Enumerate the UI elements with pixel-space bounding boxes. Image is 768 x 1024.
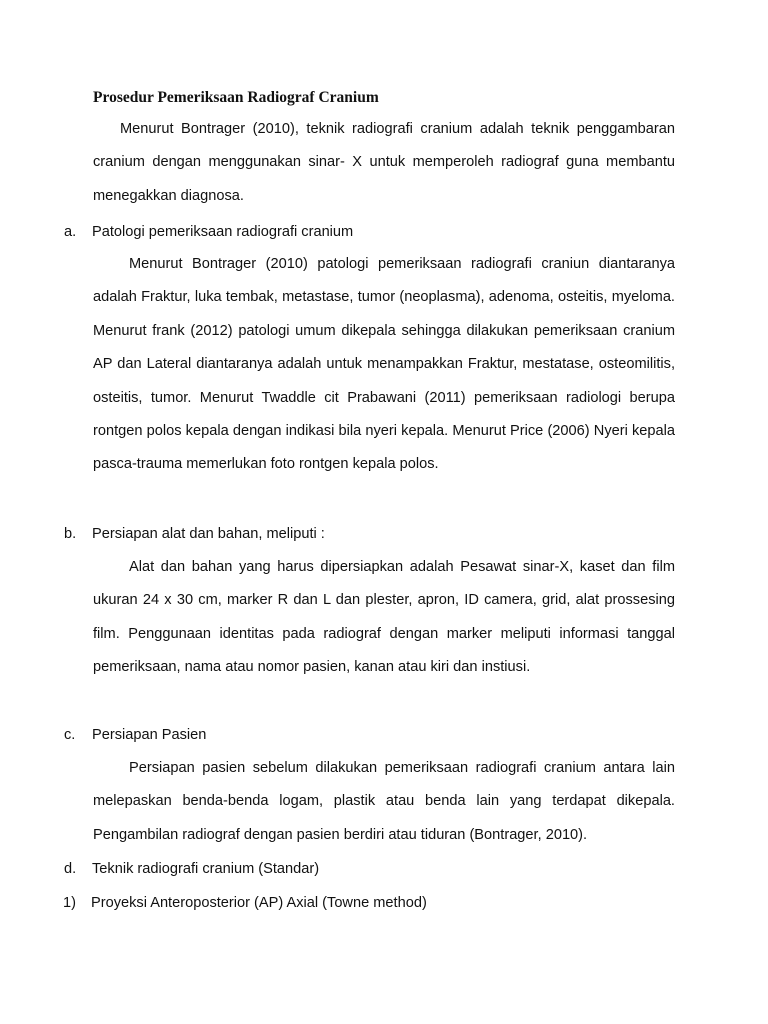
section-b-title: Persiapan alat dan bahan, meliputi : bbox=[92, 526, 325, 542]
intro-paragraph: Menurut Bontrager (2010), teknik radiografi cranium adalah teknik penggambaran cranium dengan menggunakan sinar- X untuk memperoleh radiograf guna membantu menegakkan diagnosa. bbox=[93, 121, 675, 204]
numbered-item-1-title: Proyeksi Anteroposterior (AP) Axial (Towne method) bbox=[91, 895, 427, 911]
section-d-title: Teknik radiografi cranium (Standar) bbox=[92, 861, 320, 877]
section-d-marker: d. bbox=[64, 861, 77, 877]
section-c-heading bbox=[64, 725, 206, 745]
numbered-item-1-marker: 1) bbox=[63, 895, 76, 911]
page-title: Prosedur Pemeriksaan Radiograf Cranium bbox=[93, 89, 379, 106]
section-a-title: Patologi pemeriksaan radiografi cranium bbox=[92, 224, 354, 240]
section-c-marker: c. bbox=[64, 727, 76, 743]
section-a-paragraph: Menurut Bontrager (2010) patologi pemeriksaan radiografi craniun diantaranya adalah Fraktur, luka tembak, metastase, tumor (neoplasma), adenoma, osteitis, myeloma. Menurut frank (2012) patologi umum dikepala sehingga dilakukan pemeriksaan cranium AP dan Lateral diantaranya adalah untuk menampakkan Fraktur, mestatase, osteomilitis, osteitis, tumor. Menurut Twaddle cit Prabawani (2011) pemeriksaan radiologi berupa rontgen polos kepala dengan indikasi bila nyeri kepala. Menurut Price (2006) Nyeri kepala pasca-trauma memerlukan foto rontgen kepala polos. bbox=[93, 256, 675, 473]
section-b-heading bbox=[64, 524, 325, 544]
section-a-heading bbox=[64, 222, 353, 242]
numbered-item-1 bbox=[63, 893, 427, 913]
section-d-heading bbox=[64, 859, 319, 879]
section-b-marker: b. bbox=[64, 526, 77, 542]
section-a-marker: a. bbox=[64, 224, 77, 240]
section-c-title: Persiapan Pasien bbox=[92, 727, 207, 743]
section-b-paragraph: Alat dan bahan yang harus dipersiapkan adalah Pesawat sinar-X, kaset dan film ukuran 24 x 30 cm, marker R dan L dan plester, apron, ID camera, grid, alat prossesing film. Penggunaan identitas pada radiograf dengan marker meliputi informasi tanggal pemeriksaan, nama atau nomor pasien, kanan atau kiri dan instiusi. bbox=[93, 559, 675, 676]
section-c-paragraph: Persiapan pasien sebelum dilakukan pemeriksaan radiografi cranium antara lain melepaskan benda-benda logam, plastik atau benda lain yang terdapat dikepala. Pengambilan radiograf dengan pasien berdiri atau tiduran (Bontrager, 2010). bbox=[93, 760, 675, 843]
